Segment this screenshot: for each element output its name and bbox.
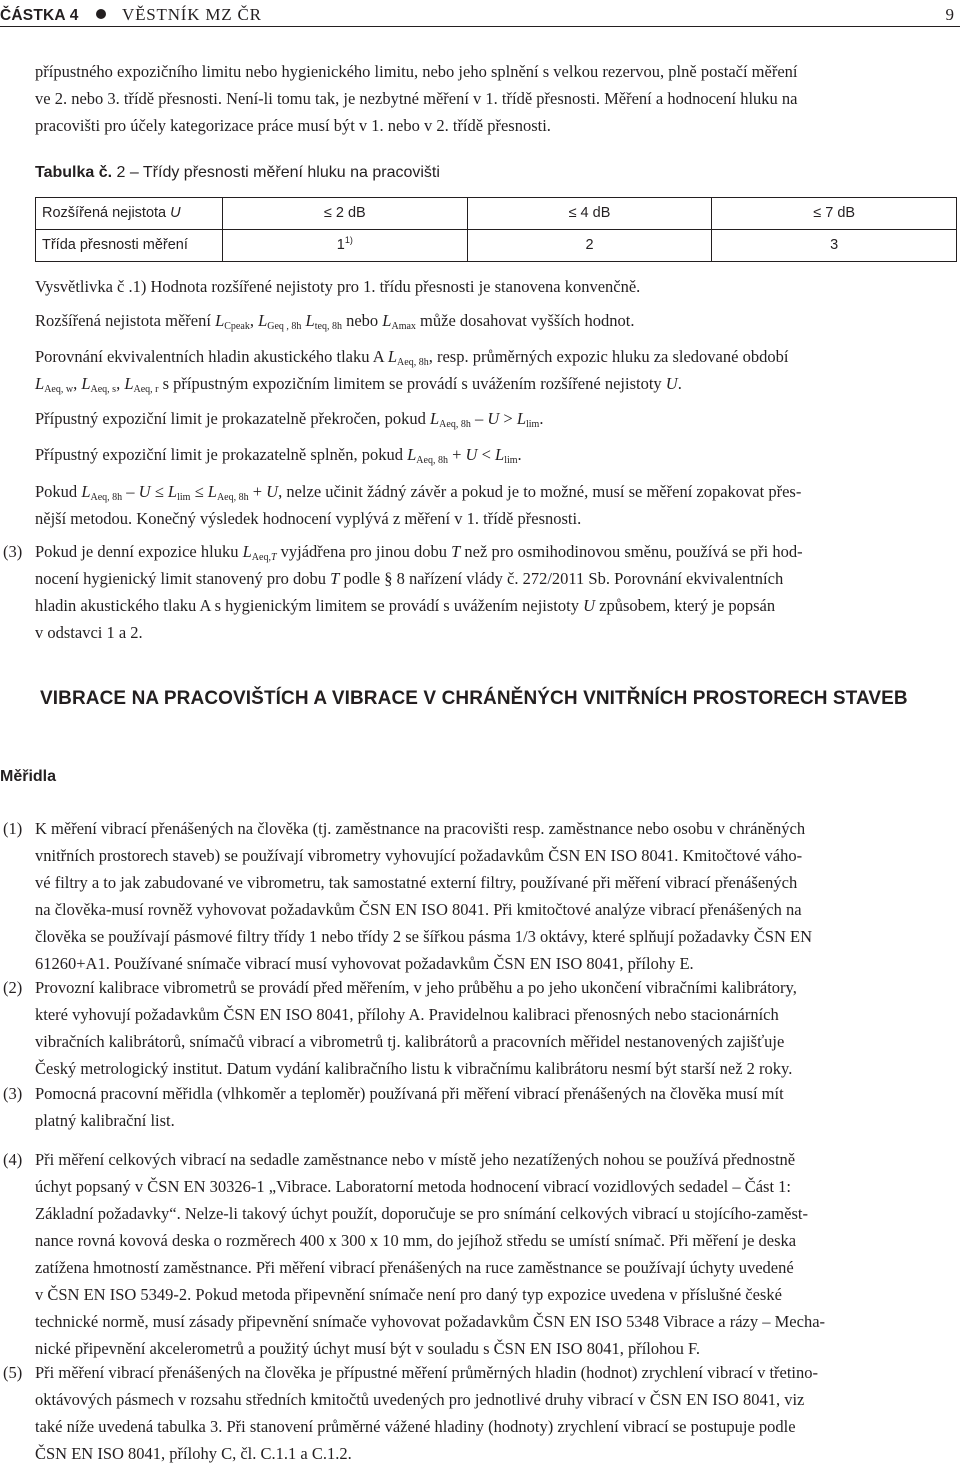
accuracy-class-table (35, 197, 957, 262)
text-line: ČSN EN ISO 8041, přílohy C, čl. C.1.1 a C.1.2. (35, 1444, 352, 1463)
comparison-note: Porovnání ekvivalentních hladin akustického tlaku A $L_{Aeq, 8h}$, resp. průměrných expozic hluku za sledované období $L_{Aeq, w}$, $L_{Aeq, s}$, $L_{Aeq, r}$ s přípustným expozičním limitem se provádí s uvážením rozšířené nejistoty U. (35, 347, 789, 395)
bullet-icon (96, 9, 106, 19)
instrument-paragraph (35, 1146, 957, 1362)
table-caption-prefix: Tabulka č. (35, 164, 113, 181)
uncertainty-note: Rozšířená nejistota měření $L_{Cpeak}$, $L_{Geq , 8h}$ $L_{teq, 8h}$ nebo $L_{Amax}$ může dosahovat vyšších hodnot. (35, 311, 635, 332)
table-cell-label: Rozšířená nejistota U (36, 198, 223, 230)
header-rule (0, 26, 960, 27)
text-line: technické normě, musí zásady připevnění snímače vyhovovat požadavkům ČSN EN ISO 5348 Vibrace a rázy – Mecha- (35, 1312, 826, 1331)
text-line: Základní požadavky“. Nelze-li takový úchyt použít, doporučuje se pro snímání celkových vibrací u stojícího-zaměst- (35, 1204, 808, 1223)
intro-paragraph (35, 58, 957, 139)
text-line: vé filtry a to jak zabudované ve vibrometru, tak samostatné externí filtry, používané při měření vibrací přenášených (35, 873, 798, 892)
text-line: člověka se používají pásmové filtry třídy 1 nebo třídy 2 se šířkou pásma 1/3 oktávy, které splňují požadavky ČSN EN (35, 927, 813, 946)
paragraph-number: (3) (3, 542, 23, 561)
page-number: 9 (945, 5, 954, 24)
text-line: Při měření vibrací přenášených na člověka je přípustné měření průměrných hladin (hodnot) zrychlení vibrací v třetino- (35, 1363, 819, 1382)
table-footnote: Vysvětlivka č .1) Hodnota rozšířené nejistoty pro 1. třídu přesnosti je stanovena konvenčně. (35, 277, 641, 296)
journal-title: VĚSTNÍK MZ ČR (122, 5, 262, 24)
text-line: nické připevnění akcelerometrů a použitý úchyt musí být v souladu s ČSN EN ISO 8041, přílohou F. (35, 1339, 700, 1358)
noise-paragraph-3: Pokud je denní expozice hluku $L_{Aeq,T}$ vyjádřena pro jinou dobu T než pro osmihodinovou směnu, používá se při hod- nocení hygienický limit stanovený pro dobu T podle § 8 nařízení vlády č. 272/2011 Sb. Porovnání ekvivalentních hladin akustického tlaku A s hygienickým limitem se provádí s uvážením nejistoty U způsobem, který je popsán v odstavci 1 a 2. (35, 542, 803, 642)
text-line: K měření vibrací přenášených na člověka (tj. zaměstnance na pracovišti resp. zaměstnance nebo osobu v chráněných (35, 819, 806, 838)
instrument-paragraph (35, 974, 957, 1082)
text-line: oktávových pásmech v rozsahu středních kmitočtů uvedených pro jednotlivé druhy vibrací v ČSN EN ISO 8041, viz (35, 1390, 805, 1409)
text-line: v ČSN EN ISO 5349-2. Pokud metoda připevnění snímače není pro daný typ expozice uvedena v příslušné české (35, 1285, 782, 1304)
instrument-paragraph (35, 815, 957, 977)
table-cell: 3 (712, 230, 957, 262)
text-line: Při měření celkových vibrací na sedadle zaměstnance nebo v místě jeho nezatížených nohou se používá přednostně (35, 1150, 796, 1169)
table-caption (35, 159, 440, 186)
text-line: 61260+A1. Používané snímače vibrací musí vyhovovat požadavkům ČSN EN ISO 8041, přílohy E. (35, 954, 694, 973)
table-cell: ≤ 4 dB (467, 198, 712, 230)
text-line: úchyt popsaný v ČSN EN 30326-1 „Vibrace. Laboratorní metoda hodnocení vibrací vozidlových sedadel – Část 1: (35, 1177, 791, 1196)
text-line: platný kalibrační list. (35, 1111, 175, 1130)
table-cell: 2 (467, 230, 712, 262)
paragraph-number: (4) (3, 1150, 23, 1169)
text-line: pracovišti pro účely kategorizace práce musí být v 1. nebo v 2. třídě přesnosti. (35, 116, 551, 135)
text-line: také níže uvedená tabulka 3. Při stanovení průměrné vážené hladiny (hodnoty) zrychlení vibrací se postupuje podle (35, 1417, 796, 1436)
instrument-paragraph (35, 1080, 957, 1134)
section-heading: VIBRACE NA PRACOVIŠTÍCH A VIBRACE V CHRÁNĚNÝCH VNITŘNÍCH PROSTORECH STAVEB (40, 688, 908, 709)
limit-exceeded-note: Přípustný expoziční limit je prokazatelně překročen, pokud $L_{Aeq, 8h} - U > L_{lim}$. (35, 409, 544, 430)
text-line: Provozní kalibrace vibrometrů se provádí před měřením, v jeho průběhu a po jeho ukončení vibračními kalibrátory, (35, 978, 797, 997)
paragraph-number: (3) (3, 1084, 23, 1103)
limit-fulfilled-note: Přípustný expoziční limit je prokazatelně splněn, pokud $L_{Aeq, 8h} + U < L_{lim}$. (35, 445, 522, 466)
text-line: které vyhovují požadavkům ČSN EN ISO 8041, přílohy A. Pravidelnou kalibraci přenosných nebo stacionárních (35, 1005, 779, 1024)
paragraph-number: (5) (3, 1363, 23, 1382)
table-cell: 1$^{1)}$ (223, 230, 468, 262)
subsection-heading: Měřidla (0, 768, 57, 785)
text-line: zatížena hmotností zaměstnance. Při měření vibrací přenášených na ruce zaměstnance se používají úchyty uvedené (35, 1258, 794, 1277)
paragraph-number: (1) (3, 819, 23, 838)
table-row (36, 198, 957, 230)
indeterminate-note: Pokud $L_{Aeq, 8h} - U \le L_{lim} \le L_{Aeq, 8h} + U$, nelze učinit žádný závěr a pokud je to možné, musí se měření zopakovat přes- nější metodou. Konečný výsledek hodnocení vyplývá z měření v 1. třídě přesnosti. (35, 482, 802, 528)
table-cell: ≤ 2 dB (223, 198, 468, 230)
text-line: na člověka-musí rovněž vyhovovat požadavkům ČSN EN ISO 8041. Při kmitočtové analýze vibrací přenášených na (35, 900, 802, 919)
paragraph-number: (2) (3, 978, 23, 997)
issue-part: ČÁSTKA 4 (0, 7, 79, 24)
instrument-paragraph (35, 1359, 957, 1467)
table-row (36, 230, 957, 262)
text-line: Český metrologický institut. Datum vydání kalibračního listu k vibračnímu kalibrátoru nesmí být starší než 2 roky. (35, 1059, 793, 1078)
text-line: přípustného expozičního limitu nebo hygienického limitu, nebo jeho splnění s velkou rezervou, plně postačí měření (35, 62, 798, 81)
text-line: ve 2. nebo 3. třídě přesnosti. Není-li tomu tak, je nezbytné měření v 1. třídě přesnosti. Měření a hodnocení hluku na (35, 89, 798, 108)
footnote-ref: 1) (344, 235, 353, 245)
table-cell-label: Třída přesnosti měření (36, 230, 223, 262)
text-line: Pomocná pracovní měřidla (vlhkoměr a teploměr) používaná při měření vibrací přenášených na člověka musí mít (35, 1084, 784, 1103)
text-line: vibračních kalibrátorů, snímačů vibrací a vibrometrů tj. kalibrátorů a pracovních měřidel nestanovených zajišťuje (35, 1032, 785, 1051)
table-cell: ≤ 7 dB (712, 198, 957, 230)
text-line: vnitřních prostorech staveb) se používají vibrometry vyhovující požadavkům ČSN EN ISO 8041. Kmitočtové váho- (35, 846, 803, 865)
table-caption-title: 2 – Třídy přesnosti měření hluku na pracovišti (112, 164, 440, 181)
text-line: nance rovná kovová deska o rozměrech 400 x 300 x 10 mm, do jejíhož středu se umístí snímač. Při měření je deska (35, 1231, 797, 1250)
page-header (0, 0, 960, 26)
